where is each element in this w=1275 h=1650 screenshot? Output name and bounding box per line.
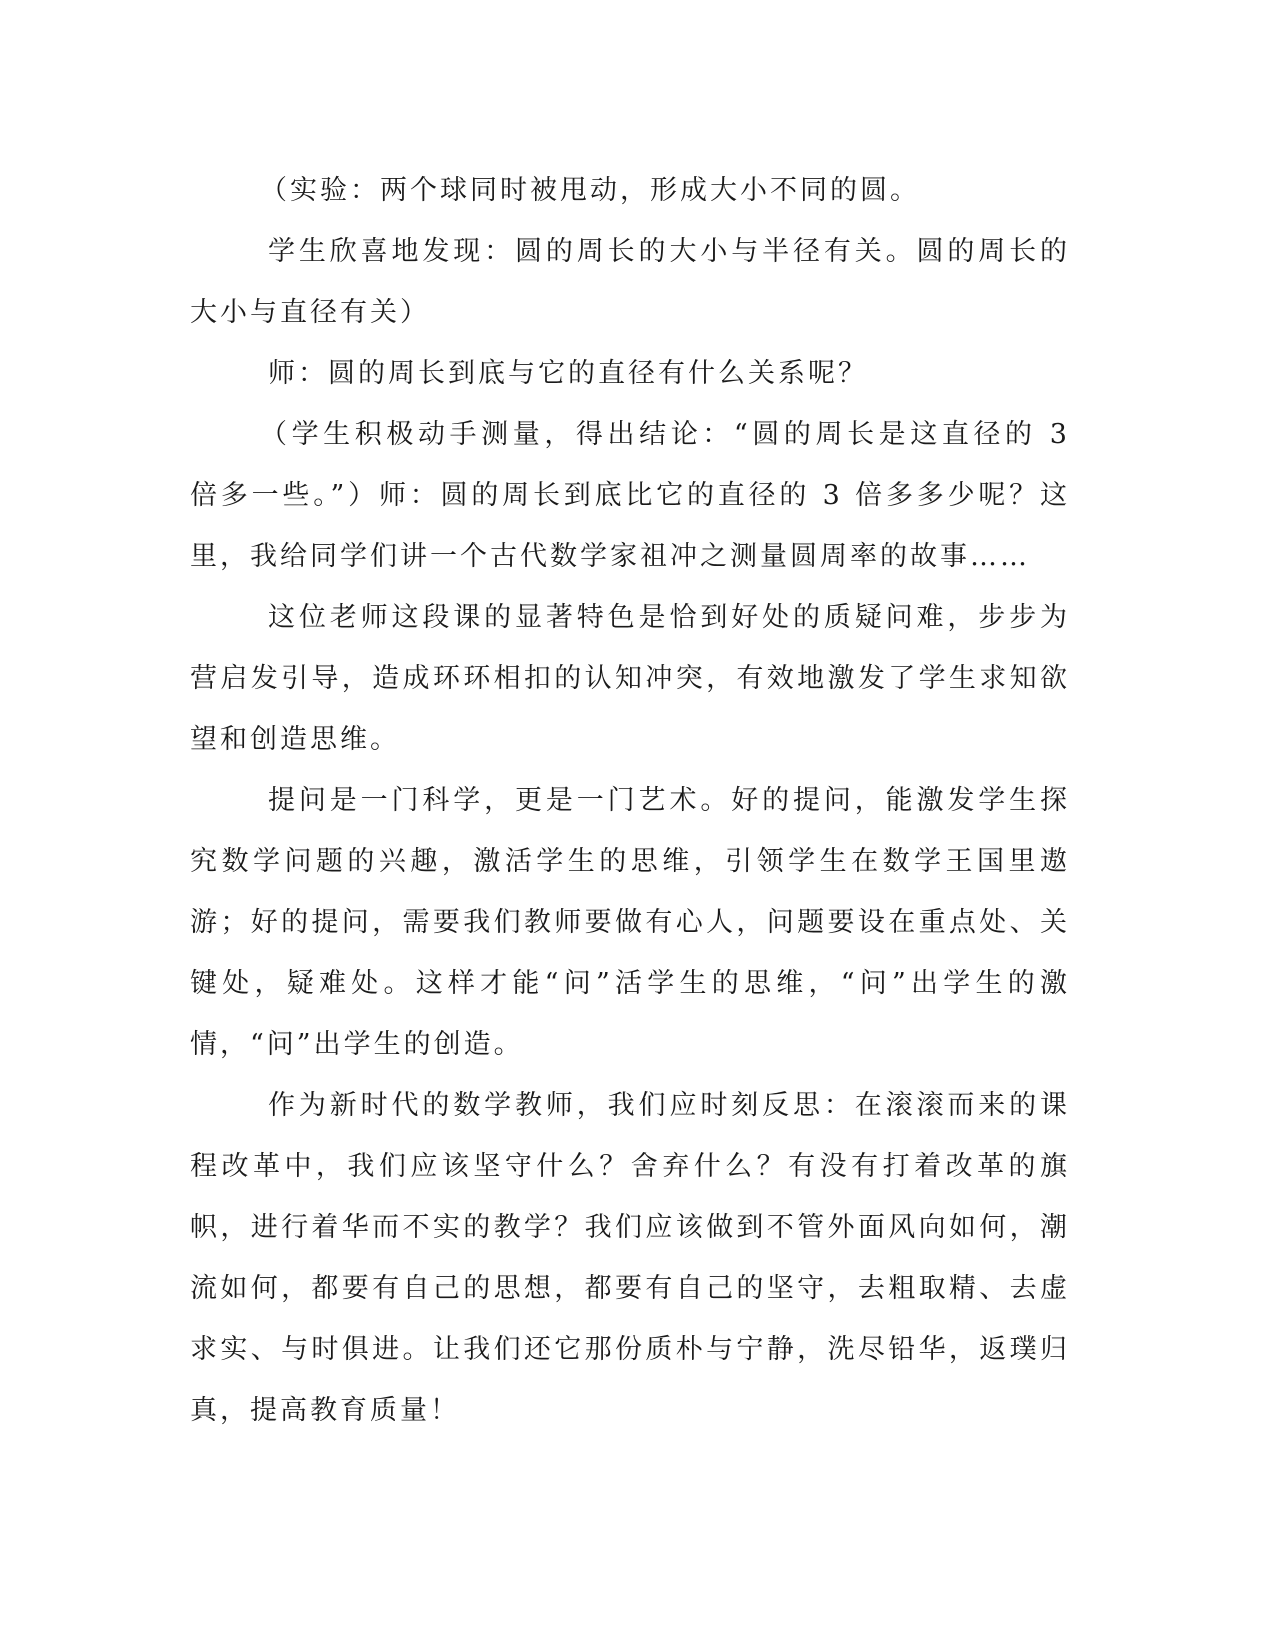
paragraph-measurement: （学生积极动手测量，得出结论：“圆的周长是这直径的 3 倍多一些。”）师：圆的周长到底比它的直径的 3 倍多多少呢？这里，我给同学们讲一个古代数学家祖冲之测量圆周率的故事…… <box>190 419 1070 572</box>
paragraph-student-discovery: 学生欣喜地发现：圆的周长的大小与半径有关。圆的周长的大小与直径有关） <box>190 236 1070 328</box>
paragraph-lesson-feature: 这位老师这段课的显著特色是恰到好处的质疑问难，步步为营启发引导，造成环环相扣的认知冲突，有效地激发了学生求知欲望和创造思维。 <box>190 602 1070 755</box>
paragraph-teacher-question: 师：圆的周长到底与它的直径有什么关系呢？ <box>268 358 868 389</box>
paragraph-reflection: 作为新时代的数学教师，我们应时刻反思：在滚滚而来的课程改革中，我们应该坚守什么？舍弃什么？有没有打着改革的旗帜，进行着华而不实的教学？我们应该做到不管外面风向如何，潮流如何，都要有自己的思想，都要有自己的坚守，去粗取精、去虚求实、与时俱进。让我们还它那份质朴与宁静，洗尽铅华，返璞归真，提高教育质量！ <box>190 1090 1070 1426</box>
document-body <box>190 160 1070 1441</box>
paragraph-experiment: （实验：两个球同时被甩动，形成大小不同的圆。 <box>260 175 920 206</box>
paragraph-questioning-art: 提问是一门科学，更是一门艺术。好的提问，能激发学生探究数学问题的兴趣，激活学生的思维，引领学生在数学王国里遨游；好的提问，需要我们教师要做有心人，问题要设在重点处、关键处，疑难处。这样才能“问”活学生的思维，“问”出学生的激情，“问”出学生的创造。 <box>190 785 1070 1060</box>
